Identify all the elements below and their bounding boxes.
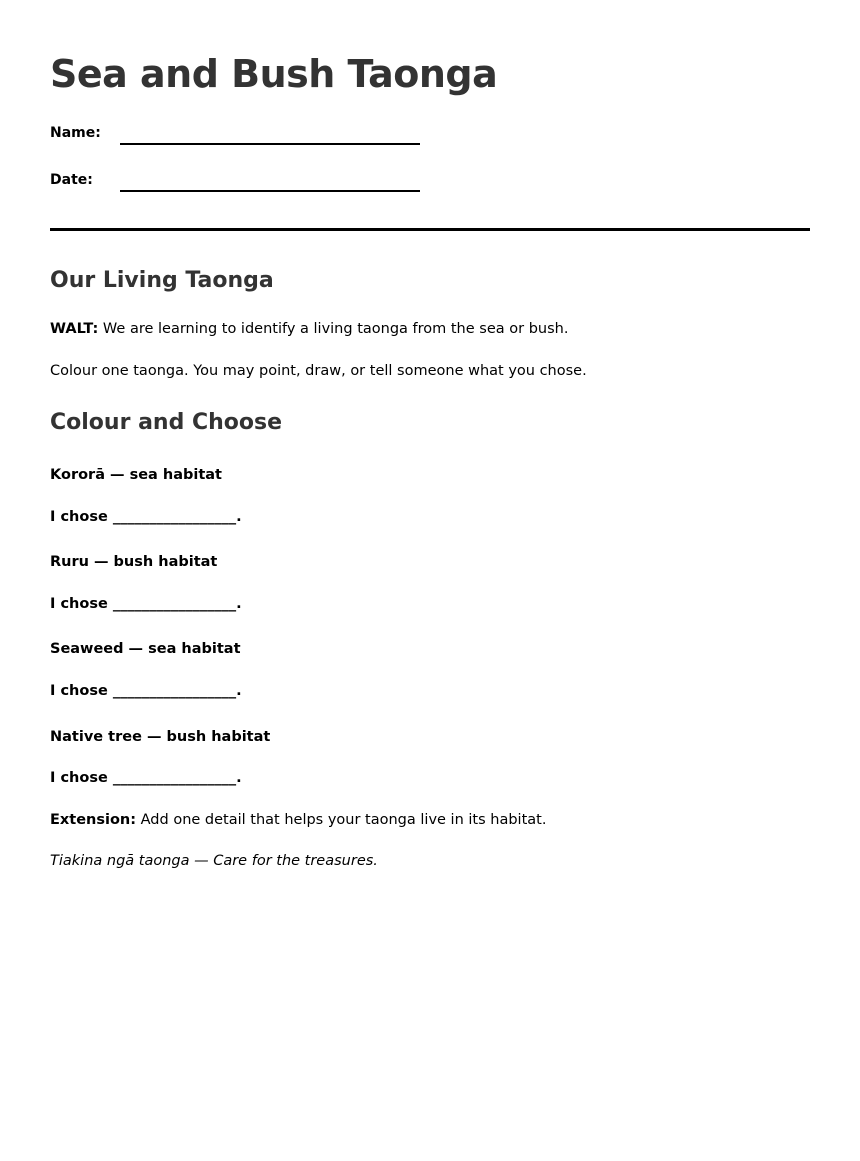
- item-title-ruru: Ruru — bush habitat: [50, 554, 218, 570]
- walt-statement: [50, 318, 568, 340]
- item-prompt-seaweed: I chose _________________.: [50, 683, 242, 699]
- header-divider: [50, 228, 810, 231]
- item-title-native-tree: Native tree — bush habitat: [50, 729, 271, 745]
- name-label: Name:: [50, 125, 101, 141]
- section-heading-colour-choose: Colour and Choose: [50, 410, 283, 435]
- walt-text: We are learning to identify a living taonga from the sea or bush.: [98, 321, 569, 337]
- item-title-seaweed: Seaweed — sea habitat: [50, 641, 241, 657]
- page-title: Sea and Bush Taonga: [50, 52, 498, 96]
- instruction-text: Colour one taonga. You may point, draw, or tell someone what you chose.: [50, 363, 587, 379]
- extension-text: Add one detail that helps your taonga live in its habitat.: [136, 812, 547, 828]
- closing-proverb: Tiakina ngā taonga — Care for the treasures.: [50, 853, 378, 869]
- section-heading-living-taonga: Our Living Taonga: [50, 268, 274, 293]
- date-field-row: [50, 170, 430, 196]
- item-prompt-ruru: I chose _________________.: [50, 596, 242, 612]
- name-write-line: [120, 143, 420, 145]
- date-label: Date:: [50, 172, 93, 188]
- date-write-line: [120, 190, 420, 192]
- walt-label: WALT:: [50, 321, 99, 337]
- extension-statement: [50, 809, 546, 831]
- extension-label: Extension:: [50, 812, 137, 828]
- item-prompt-korora: I chose _________________.: [50, 509, 242, 525]
- item-prompt-native-tree: I chose _________________.: [50, 770, 242, 786]
- name-field-row: [50, 123, 430, 149]
- item-title-korora: Kororā — sea habitat: [50, 467, 222, 483]
